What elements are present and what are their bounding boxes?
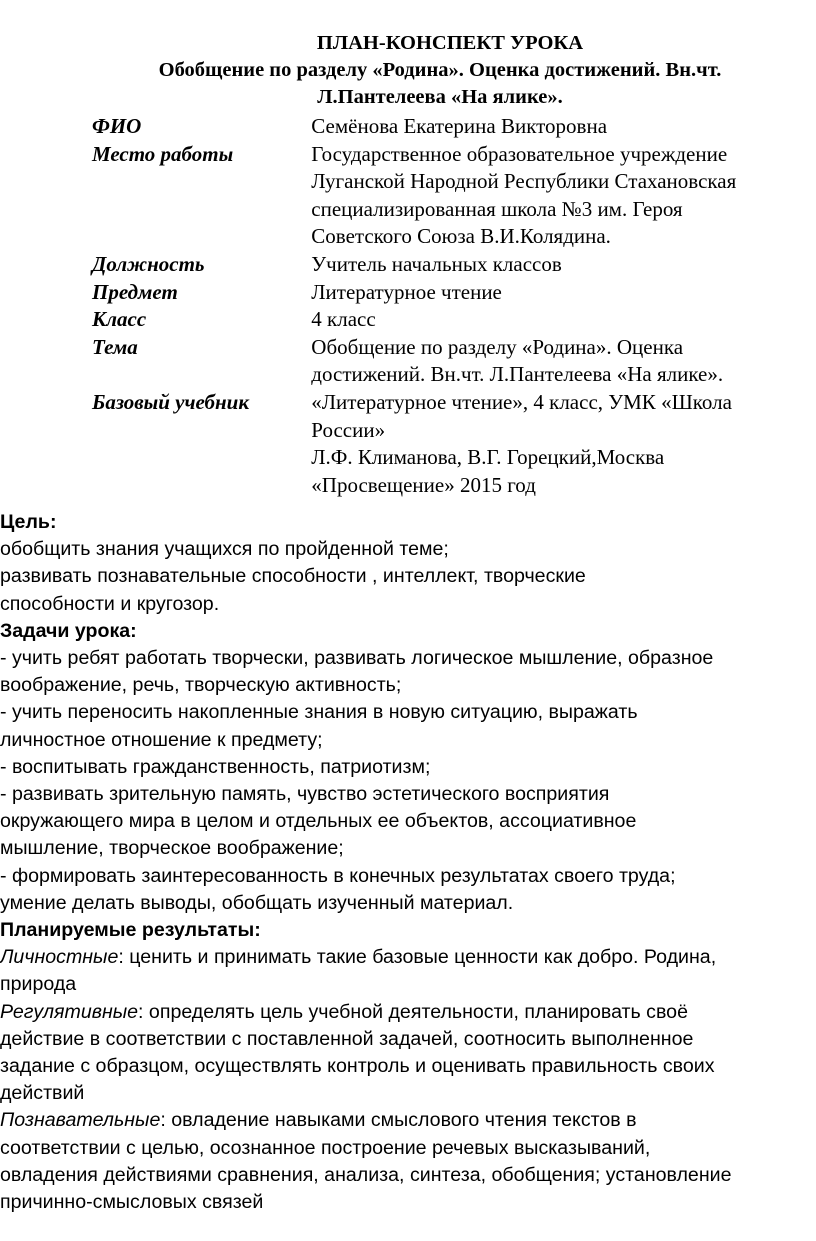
info-value-line: Советского Союза В.И.Колядина. xyxy=(311,224,611,249)
document-subtitle-line-1: Обобщение по разделу «Родина». Оценка достижений. Вн.чт. xyxy=(158,59,722,81)
result-personal-text: : ценить и принимать такие базовые ценности как добро. Родина, xyxy=(118,946,717,969)
result-regulatory-line: действий xyxy=(0,1082,85,1105)
goal-line: развивать познавательные способности , интеллект, творческие xyxy=(0,565,586,588)
task-line: - учить ребят работать творчески, развивать логическое мышление, образное xyxy=(0,647,714,670)
goal-line: обобщить знания учащихся по пройденной теме; xyxy=(0,538,449,561)
result-regulatory-line: действие в соответствии с поставленной задачей, соотносить выполненное xyxy=(0,1027,694,1050)
goal-heading: Цель: xyxy=(0,511,57,533)
result-cognitive-line xyxy=(0,1107,816,1134)
task-line: - учить переносить накопленные знания в новую ситуацию, выражать xyxy=(0,701,638,724)
info-row-subject xyxy=(92,279,812,307)
task-line: окружающего мира в целом и отдельных ее объектов, ассоциативное xyxy=(0,810,637,833)
info-value-line: Семёнова Екатерина Викторовна xyxy=(311,114,608,138)
info-value xyxy=(311,251,812,279)
result-cognitive-line: овладения действиями сравнения, анализа, синтеза, обобщения; установление xyxy=(0,1163,732,1186)
info-value-line: Луганской Народной Республики Стахановская xyxy=(311,169,737,194)
result-personal-line: природа xyxy=(0,973,77,996)
result-cognitive-text: : овладение навыками смыслового чтения текстов в xyxy=(160,1109,637,1132)
result-regulatory-line xyxy=(0,999,816,1026)
info-label: Предмет xyxy=(92,279,178,304)
task-line: мышление, творческое воображение; xyxy=(0,837,344,860)
info-value-line: достижений. Вн.чт. Л.Пантелеева «На ялике». xyxy=(311,362,724,387)
info-label: Место работы xyxy=(92,141,234,166)
info-label: Тема xyxy=(92,334,138,359)
info-row-workplace xyxy=(92,141,812,251)
result-cognitive-label: Познавательные xyxy=(0,1109,161,1132)
info-row-fio xyxy=(92,113,812,141)
info-value-line: Л.Ф. Климанова, В.Г. Горецкий,Москва xyxy=(311,445,665,470)
teacher-info-table xyxy=(92,113,812,499)
task-line: - развивать зрительную память, чувство эстетического восприятия xyxy=(0,783,610,806)
task-line: умение делать выводы, обобщать изученный материал. xyxy=(0,891,514,914)
info-value xyxy=(311,113,812,141)
info-label: Базовый учебник xyxy=(92,389,249,414)
document-header xyxy=(90,30,790,111)
lesson-body xyxy=(0,509,816,1216)
goal-line: способности и кругозор. xyxy=(0,592,220,615)
result-regulatory-line: задание с образцом, осуществлять контроль и оценивать правильность своих xyxy=(0,1055,715,1078)
info-label: Должность xyxy=(92,251,205,276)
results-heading: Планируемые результаты: xyxy=(0,919,261,942)
info-value-line: 4 класс xyxy=(311,307,376,332)
result-personal-label: Личностные xyxy=(0,946,119,969)
tasks-heading: Задачи урока: xyxy=(0,619,137,642)
document-title: ПЛАН-КОНСПЕКТ УРОКА xyxy=(316,32,584,54)
result-personal-line xyxy=(0,944,816,971)
info-value xyxy=(311,279,812,307)
info-value-line: России» xyxy=(311,417,386,442)
task-line: воображение, речь, творческую активность; xyxy=(0,674,402,697)
task-line: - формировать заинтересованность в конечных результатах своего труда; xyxy=(0,864,676,887)
info-value xyxy=(311,334,812,389)
result-regulatory-text: : определять цель учебной деятельности, планировать своё xyxy=(138,1000,688,1023)
info-value-line: «Просвещение» 2015 год xyxy=(311,472,536,497)
info-value xyxy=(311,141,812,251)
info-row-class xyxy=(92,306,812,334)
info-label: ФИО xyxy=(92,114,142,138)
info-value-line: Обобщение по разделу «Родина». Оценка xyxy=(311,334,684,359)
info-value-line: «Литературное чтение», 4 класс, УМК «Школа xyxy=(311,389,732,414)
info-row-topic xyxy=(92,334,812,389)
info-value xyxy=(311,389,812,499)
info-value-line: Учитель начальных классов xyxy=(311,251,562,276)
task-line: - воспитывать гражданственность, патриотизм; xyxy=(0,755,431,778)
result-cognitive-line: причинно-смысловых связей xyxy=(0,1191,264,1214)
result-cognitive-line: соответствии с целью, осознанное построение речевых высказываний, xyxy=(0,1136,651,1159)
result-regulatory-label: Регулятивные xyxy=(0,1000,139,1023)
info-value-line: специализированная школа №3 им. Героя xyxy=(311,196,683,221)
info-row-textbook xyxy=(92,389,812,499)
info-value-line: Государственное образовательное учреждение xyxy=(311,141,728,166)
task-line: личностное отношение к предмету; xyxy=(0,728,323,751)
info-value xyxy=(311,306,812,334)
info-value-line: Литературное чтение xyxy=(311,279,502,304)
info-label: Класс xyxy=(92,307,147,332)
info-row-position xyxy=(92,251,812,279)
document-subtitle-line-2: Л.Пантелеева «На ялике». xyxy=(317,86,563,108)
